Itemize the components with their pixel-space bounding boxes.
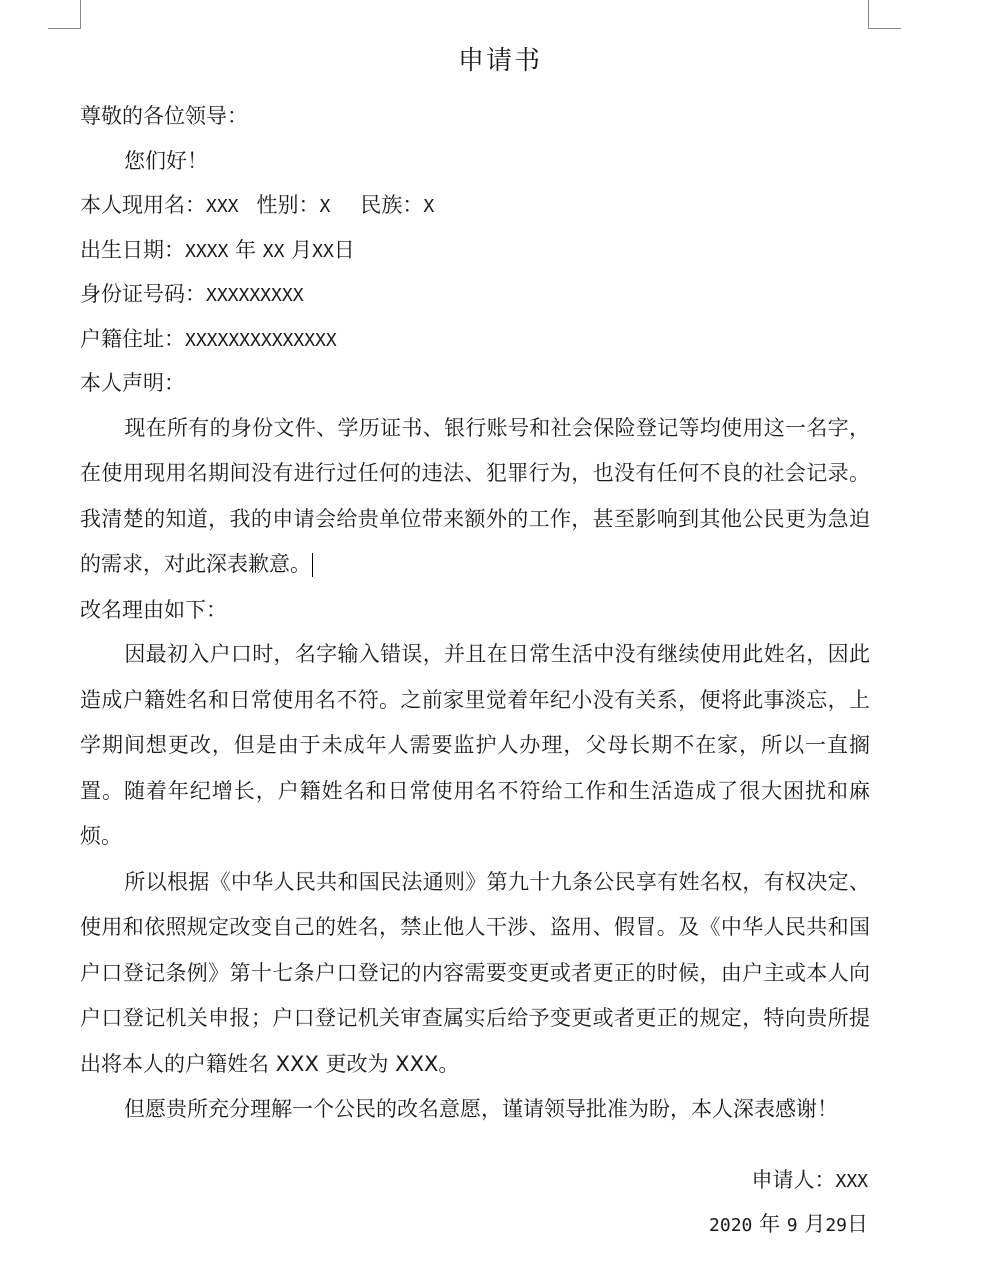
id-value: XXXXXXXXX — [206, 285, 304, 306]
date-day-char: 日 — [847, 1212, 868, 1236]
birth-label: 出生日期： — [80, 237, 185, 262]
date-line — [709, 1202, 868, 1246]
applicant-line — [709, 1158, 868, 1202]
ethnic-value: X — [423, 196, 435, 217]
greeting: 您们好！ — [124, 148, 208, 173]
document-title: 申请书 — [457, 46, 542, 76]
name-gender-ethnic-row — [80, 183, 870, 228]
reason-text: 因最初入户口时，名字输入错误，并且在日常生活中没有继续使用此姓名，因此造成户籍姓名和日常使用名不符。之前家里觉着年纪小没有关系，便将此事淡忘，上学期间想更改，但是由于未成年人需要监护人办理，父母长期不在家，所以一直搁置。随着年纪增长，户籍姓名和日常使用名不符给工作和生活造成了很大困扰和麻烦。 — [80, 642, 870, 848]
salutation: 尊敬的各位领导： — [80, 104, 248, 128]
date-month-char: 月 — [804, 1212, 826, 1236]
birth-date-row — [80, 228, 870, 273]
address-row — [80, 317, 870, 362]
date-day: 29 — [825, 1215, 847, 1236]
reason-heading: 改名理由如下： — [80, 597, 227, 622]
year-char: 年 — [235, 237, 257, 262]
birth-year: XXXX — [185, 240, 229, 262]
statement-paragraph — [80, 406, 870, 588]
birth-day: XX — [312, 240, 334, 262]
month-char: 月 — [291, 237, 313, 262]
law-paragraph — [80, 860, 870, 1088]
text-cursor — [312, 553, 313, 577]
statement-heading: 本人声明： — [80, 371, 185, 395]
date-year-char: 年 — [759, 1212, 781, 1236]
applicant-value: XXX — [835, 1171, 868, 1192]
closing-text: 但愿贵所充分理解一个公民的改名意愿，谨请领导批准为盼，本人深表感谢！ — [124, 1097, 838, 1121]
closing-paragraph — [80, 1087, 870, 1133]
applicant-label: 申请人： — [751, 1168, 836, 1192]
page-corner-top-left — [48, 0, 81, 29]
address-value: XXXXXXXXXXXXXX — [185, 329, 337, 351]
date-month: 9 — [786, 1215, 798, 1236]
name-label: 本人现用名： — [80, 193, 206, 217]
document-body[interactable] — [80, 94, 870, 1133]
page-corner-top-right — [868, 0, 901, 29]
name-value: XXX — [206, 196, 239, 217]
ethnic-label: 民族： — [360, 193, 424, 217]
reason-paragraph — [80, 632, 870, 860]
date-year: 2020 — [709, 1215, 753, 1236]
id-label: 身份证号码： — [80, 282, 206, 306]
gender-label: 性别： — [256, 193, 320, 217]
statement-text: 现在所有的身份文件、学历证书、银行账号和社会保险登记等均使用这一名字，在使用现用名期间没有进行过任何的违法、犯罪行为，也没有任何不良的社会记录。我清楚的知道，我的申请会给贵单位带来额外的工作，甚至影响到其他公民更为急迫的需求，对此深表歉意。 — [80, 415, 870, 576]
gender-value: X — [319, 196, 331, 217]
id-number-row — [80, 272, 870, 317]
birth-month: XX — [262, 240, 285, 262]
day-char: 日 — [333, 237, 355, 262]
signature-block — [709, 1158, 868, 1246]
law-text: 所以根据《中华人民共和国民法通则》第九十九条公民享有姓名权，有权决定、使用和依照规定改变自己的姓名，禁止他人干涉、盗用、假冒。及《中华人民共和国户口登记条例》第十七条户口登记的内容需要变更或者更正的时候，由户主或本人向户口登记机关申报；户口登记机关审查属实后给予变更或者更正的规定，特向贵所提出将本人的户籍姓名 XXX 更改为 XXX。 — [80, 869, 870, 1076]
address-label: 户籍住址： — [80, 326, 185, 351]
